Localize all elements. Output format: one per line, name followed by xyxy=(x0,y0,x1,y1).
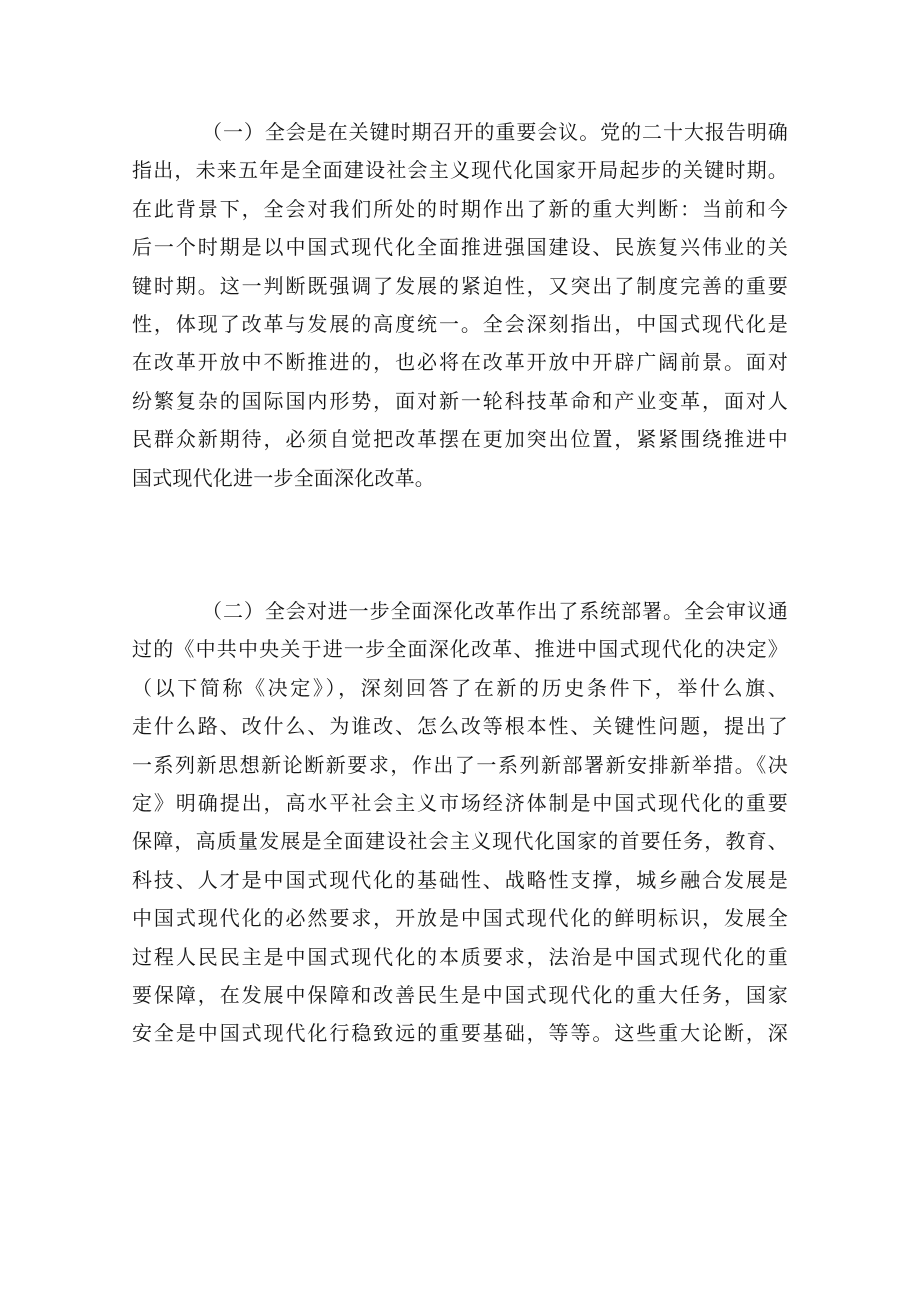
paragraph-line: 后一个时期是以中国式现代化全面推进强国建设、民族复兴伟业的关 xyxy=(132,235,788,260)
paragraph-line: （二）全会对进一步全面深化改革作出了系统部署。全会审议通 xyxy=(202,599,788,623)
paragraph-line: 一系列新思想新论断新要求，作出了一系列新部署新安排新举措。《决 xyxy=(132,752,788,777)
paragraph-line: 过程人民民主是中国式现代化的本质要求，法治是中国式现代化的重 xyxy=(132,944,788,969)
paragraph-line: 安全是中国式现代化行稳致远的重要基础，等等。这些重大论断，深 xyxy=(132,1021,788,1046)
paragraph-line: 过的《中共中央关于进一步全面深化改革、推进中国式现代化的决定》 xyxy=(132,637,788,662)
paragraph-line: 在此背景下，全会对我们所处的时期作出了新的重大判断：当前和今 xyxy=(132,196,788,221)
paragraph-line: 指出，未来五年是全面建设社会主义现代化国家开局起步的关键时期。 xyxy=(132,158,788,183)
paragraph-line: 纷繁复杂的国际国内形势，面对新一轮科技革命和产业变革，面对人 xyxy=(132,388,788,413)
paragraph-line: （一）全会是在关键时期召开的重要会议。党的二十大报告明确 xyxy=(202,120,788,144)
paragraph-line: 性，体现了改革与发展的高度统一。全会深刻指出，中国式现代化是 xyxy=(132,311,788,336)
paragraph-2 xyxy=(132,592,788,1053)
paragraph-line: 保障，高质量发展是全面建设社会主义现代化国家的首要任务，教育、 xyxy=(132,829,788,854)
paragraph-line: 国式现代化进一步全面深化改革。 xyxy=(132,465,435,490)
paragraph-line: （以下简称《决定》），深刻回答了在新的历史条件下，举什么旗、 xyxy=(132,675,788,700)
paragraph-line: 科技、人才是中国式现代化的基础性、战略性支撑，城乡融合发展是 xyxy=(132,867,788,892)
paragraph-line: 中国式现代化的必然要求，开放是中国式现代化的鲜明标识，发展全 xyxy=(132,906,788,931)
paragraph-line: 在改革开放中不断推进的，也必将在改革开放中开辟广阔前景。面对 xyxy=(132,350,788,375)
paragraph-line: 键时期。这一判断既强调了发展的紧迫性，又突出了制度完善的重要 xyxy=(132,273,788,298)
paragraph-line: 民群众新期待，必须自觉把改革摆在更加突出位置，紧紧围绕推进中 xyxy=(132,427,788,452)
paragraph-line: 定》明确提出，高水平社会主义市场经济体制是中国式现代化的重要 xyxy=(132,790,788,815)
paragraph-line: 要保障，在发展中保障和改善民生是中国式现代化的重大任务，国家 xyxy=(132,982,788,1007)
paragraph-line: 走什么路、改什么、为谁改、怎么改等根本性、关键性问题，提出了 xyxy=(132,714,788,739)
paragraph-1 xyxy=(132,113,788,497)
